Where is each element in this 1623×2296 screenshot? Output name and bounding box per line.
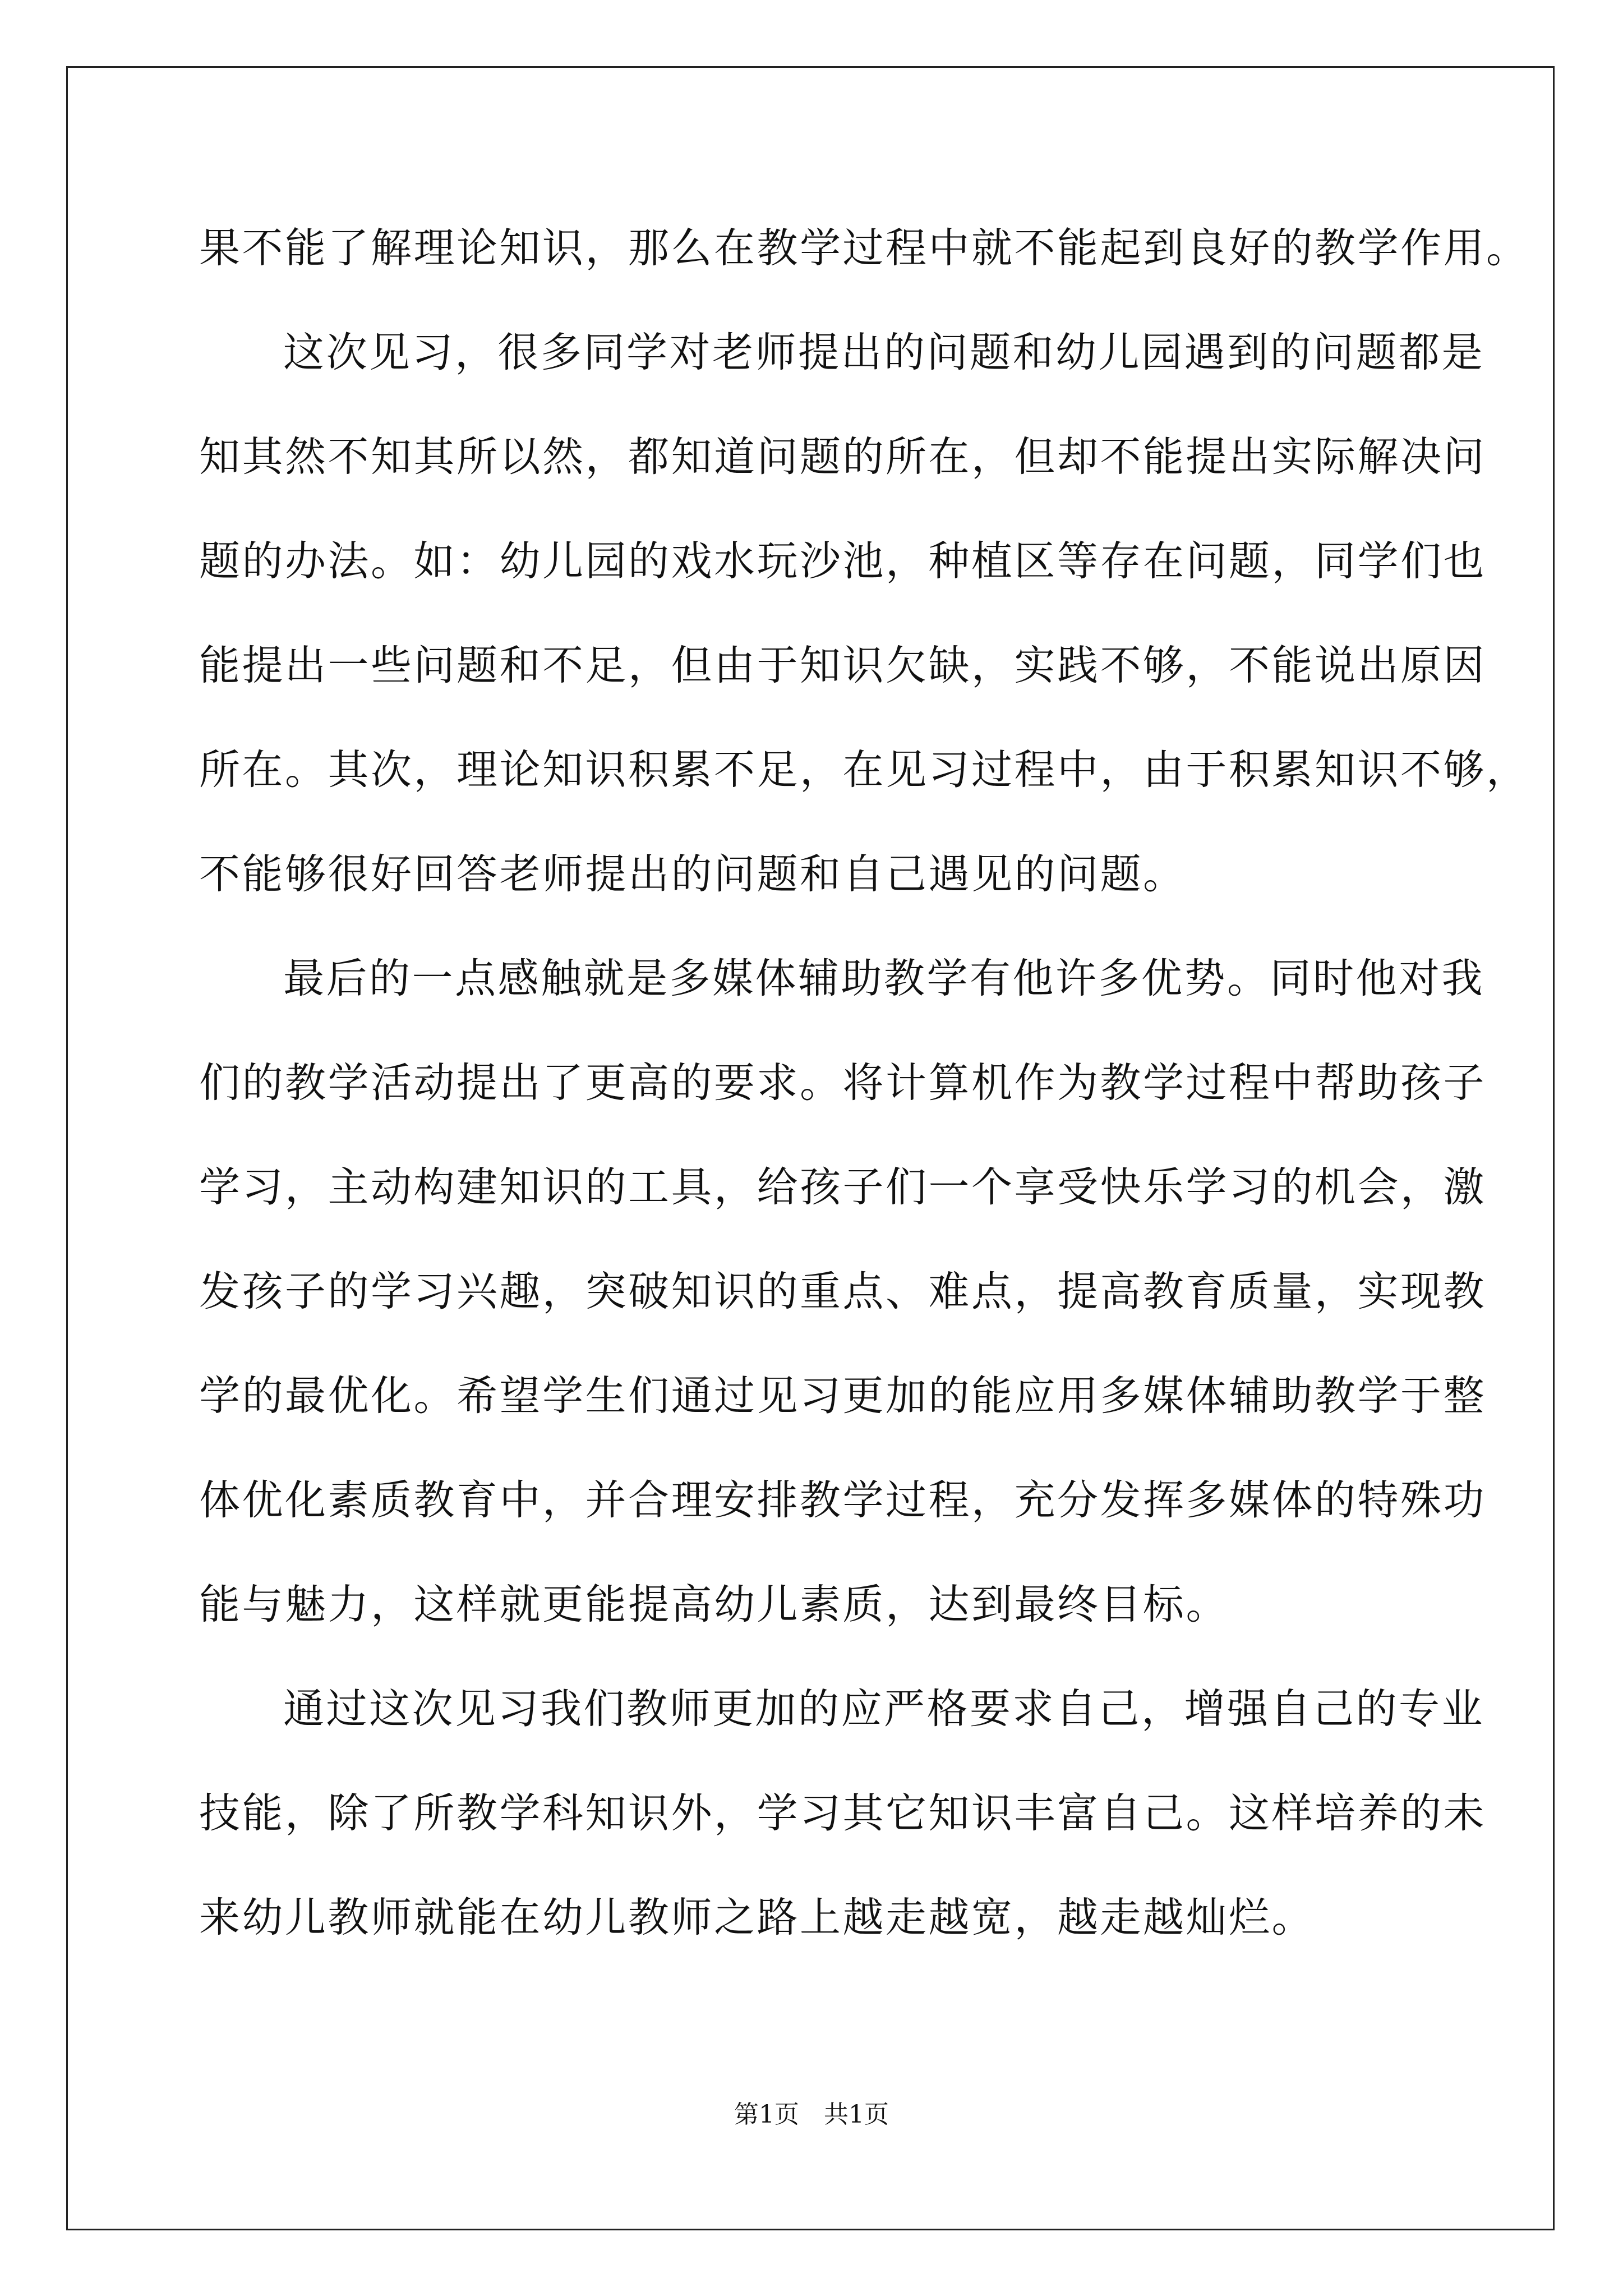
text-line: 学的最优化。希望学生们通过见习更加的能应用多媒体辅助教学于整 — [199, 1372, 1486, 1420]
text-line: 技能，除了所教学科知识外，学习其它知识丰富自己。这样培养的未 — [199, 1789, 1486, 1837]
text-line: 不能够很好回答老师提出的问题和自己遇见的问题。 — [199, 850, 1186, 898]
text-line: 们的教学活动提出了更高的要求。将计算机作为教学过程中帮助孩子 — [199, 1059, 1486, 1107]
text-line: 知其然不知其所以然，都知道问题的所在，但却不能提出实际解决问 — [199, 433, 1486, 481]
paragraph-first-line: 这次见习，很多同学对老师提出的问题和幼儿园遇到的问题都是 — [283, 329, 1484, 376]
paragraph-first-line: 通过这次见习我们教师更加的应严格要求自己，增强自己的专业 — [283, 1685, 1484, 1733]
text-line: 来幼儿教师就能在幼儿教师之路上越走越宽，越走越灿烂。 — [199, 1894, 1315, 1941]
text-line: 学习，主动构建知识的工具，给孩子们一个享受快乐学习的机会，激 — [199, 1163, 1486, 1211]
paragraph-first-line: 最后的一点感触就是多媒体辅助教学有他许多优势。同时他对我 — [283, 955, 1484, 1002]
text-line: 能与魅力，这样就更能提高幼儿素质，达到最终目标。 — [199, 1581, 1229, 1628]
text-line: 果不能了解理论知识，那么在教学过程中就不能起到良好的教学作用。 — [199, 224, 1529, 272]
text-line: 体优化素质教育中，并合理安排教学过程，充分发挥多媒体的特殊功 — [199, 1476, 1486, 1524]
text-line: 发孩子的学习兴趣，突破知识的重点、难点，提高教育质量，实现教 — [199, 1268, 1486, 1315]
text-line: 题的办法。如：幼儿园的戏水玩沙池，种植区等存在问题，同学们也 — [199, 537, 1486, 585]
text-line: 能提出一些问题和不足，但由于知识欠缺，实践不够，不能说出原因 — [199, 642, 1486, 689]
text-line: 所在。其次，理论知识积累不足，在见习过程中，由于积累知识不够， — [199, 746, 1529, 794]
page-number-footer: 第1页 共1页 — [734, 2100, 889, 2129]
document-body — [199, 196, 1529, 1970]
